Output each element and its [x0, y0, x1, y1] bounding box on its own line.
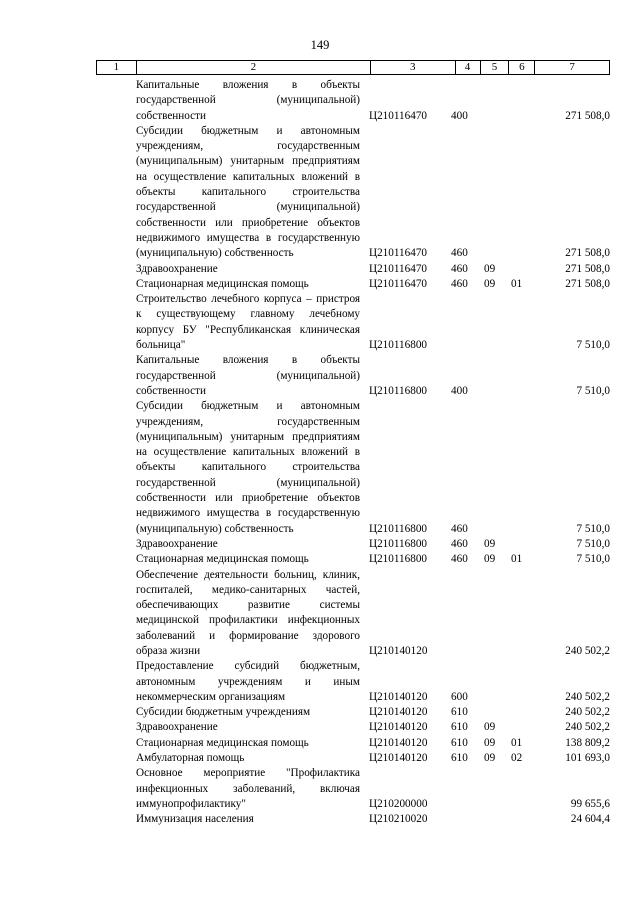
row-amount: 24 604,4 [570, 813, 610, 826]
row-target-code: Ц210116470 [369, 109, 428, 122]
column-header-6: 6 [509, 61, 535, 74]
row-target-code: Ц210116800 [369, 537, 428, 550]
row-expense-type: 400 [451, 109, 468, 122]
column-header-5: 5 [481, 61, 510, 74]
table-row [0, 78, 640, 124]
row-target-code: Ц210200000 [369, 797, 428, 810]
row-expense-type: 400 [451, 384, 468, 397]
column-header-7: 7 [569, 61, 575, 73]
row-expense-type: 460 [451, 277, 468, 290]
row-subsection: 01 [511, 736, 523, 749]
row-target-code: Ц210116470 [369, 262, 428, 275]
row-target-code: Ц210140120 [369, 721, 428, 734]
row-description: Стационарная медицинская помощь [136, 736, 309, 749]
row-expense-type: 460 [451, 537, 468, 550]
row-amount: 240 502,2 [565, 706, 610, 719]
table-row [0, 720, 640, 735]
row-amount: 271 508,0 [565, 109, 610, 122]
row-amount: 7 510,0 [576, 537, 610, 550]
row-subsection: 02 [511, 752, 523, 765]
row-description: Амбулаторная помощь [136, 752, 245, 765]
row-description: Стационарная медицинская помощь [136, 277, 309, 290]
row-expense-type: 610 [451, 706, 468, 719]
row-expense-type: 600 [451, 690, 468, 703]
row-section: 09 [484, 721, 496, 734]
row-expense-type: 460 [451, 247, 468, 260]
row-amount: 271 508,0 [565, 262, 610, 275]
row-target-code: Ц210140120 [369, 736, 428, 749]
row-target-code: Ц210116800 [369, 339, 428, 352]
row-subsection: 01 [511, 553, 523, 566]
table-row [0, 705, 640, 720]
row-expense-type: 460 [451, 553, 468, 566]
row-expense-type: 610 [451, 736, 468, 749]
row-description: Здравоохранение [136, 721, 218, 734]
row-target-code: Ц210140120 [369, 752, 428, 765]
column-header-2: 2 [137, 61, 371, 74]
row-description: Строительство лечебного корпуса – пристроя к существующему главному лечебному корпусу БУ "Республиканская клиническая больница" [136, 293, 360, 352]
row-section: 09 [484, 537, 496, 550]
row-subsection: 01 [511, 277, 523, 290]
column-header-3: 3 [371, 61, 456, 74]
row-description: Субсидии бюджетным и автономным учреждениям, государственным (муниципальным) унитарным предприятиям на осуществление капитальных вложений в объекты капитального строительства государственной (муниципальной) собственности или приобретение объектов недвижимого имущества в государственную (муниципальную) собственность [136, 124, 360, 260]
row-target-code: Ц210140120 [369, 706, 428, 719]
row-section: 09 [484, 752, 496, 765]
row-target-code: Ц210116800 [369, 522, 428, 535]
table-row [0, 399, 640, 537]
table-row [0, 766, 640, 812]
table-row [0, 736, 640, 751]
column-header-1: 1 [97, 61, 137, 74]
row-description: Стационарная медицинская помощь [136, 553, 309, 566]
row-expense-type: 460 [451, 522, 468, 535]
row-section: 09 [484, 736, 496, 749]
row-amount: 271 508,0 [565, 247, 610, 260]
page-number: 149 [310, 38, 330, 52]
table-row [0, 262, 640, 277]
row-description: Иммунизация населения [136, 813, 254, 826]
row-expense-type: 610 [451, 721, 468, 734]
row-amount: 101 693,0 [565, 752, 610, 765]
row-section: 09 [484, 553, 496, 566]
row-expense-type: 610 [451, 752, 468, 765]
table-row [0, 659, 640, 705]
row-target-code: Ц210116470 [369, 247, 428, 260]
row-description: Здравоохранение [136, 537, 218, 550]
table-row [0, 124, 640, 262]
table-row [0, 751, 640, 766]
row-expense-type: 460 [451, 262, 468, 275]
row-target-code: Ц210210020 [369, 813, 428, 826]
row-description: Здравоохранение [136, 262, 218, 275]
row-section: 09 [484, 262, 496, 275]
table-row [0, 812, 640, 827]
row-description: Субсидии бюджетным и автономным учреждениям, государственным (муниципальным) унитарным предприятиям на осуществление капитальных вложений в объекты капитального строительства государственной (муниципальной) собственности или приобретение объектов недвижимого имущества в государственную (муниципальную) собственность [136, 400, 360, 535]
row-description: Основное мероприятие "Профилактика инфекционных заболеваний, включая иммунопрофилактику" [136, 767, 360, 810]
row-amount: 138 809,2 [565, 736, 610, 749]
row-description: Капитальные вложения в объекты государственной (муниципальной) собственности [136, 354, 360, 397]
row-amount: 240 502,2 [565, 690, 610, 703]
row-description: Предоставление субсидий бюджетным, автономным учреждениям и иным некоммерческим организациям [136, 660, 360, 703]
table-row [0, 568, 640, 660]
table-row [0, 537, 640, 552]
table-row [0, 552, 640, 567]
table-row [0, 277, 640, 292]
row-amount: 7 510,0 [576, 339, 610, 352]
row-amount: 240 502,2 [565, 721, 610, 734]
row-description: Субсидии бюджетным учреждениям [136, 706, 311, 719]
row-target-code: Ц210116470 [369, 277, 428, 290]
table-row [0, 292, 640, 353]
row-amount: 271 508,0 [565, 277, 610, 290]
row-description: Обеспечение деятельности больниц, клиник, госпиталей, медико-санитарных частей, обеспечивающих развитие системы медицинской профилактики инфекционных заболеваний и формирование здорового образа жизни [136, 568, 360, 657]
row-target-code: Ц210116800 [369, 553, 428, 566]
row-section: 09 [484, 277, 496, 290]
table-header [96, 60, 610, 75]
row-target-code: Ц210140120 [369, 644, 428, 657]
column-header-4: 4 [456, 61, 481, 74]
row-target-code: Ц210140120 [369, 690, 428, 703]
table-row [0, 353, 640, 399]
row-amount: 99 655,6 [570, 797, 610, 810]
row-amount: 7 510,0 [576, 522, 610, 535]
budget-table-body [0, 78, 640, 828]
row-description: Капитальные вложения в объекты государственной (муниципальной) собственности [136, 79, 360, 122]
row-target-code: Ц210116800 [369, 384, 428, 397]
row-amount: 240 502,2 [565, 644, 610, 657]
row-amount: 7 510,0 [576, 384, 610, 397]
row-amount: 7 510,0 [576, 553, 610, 566]
